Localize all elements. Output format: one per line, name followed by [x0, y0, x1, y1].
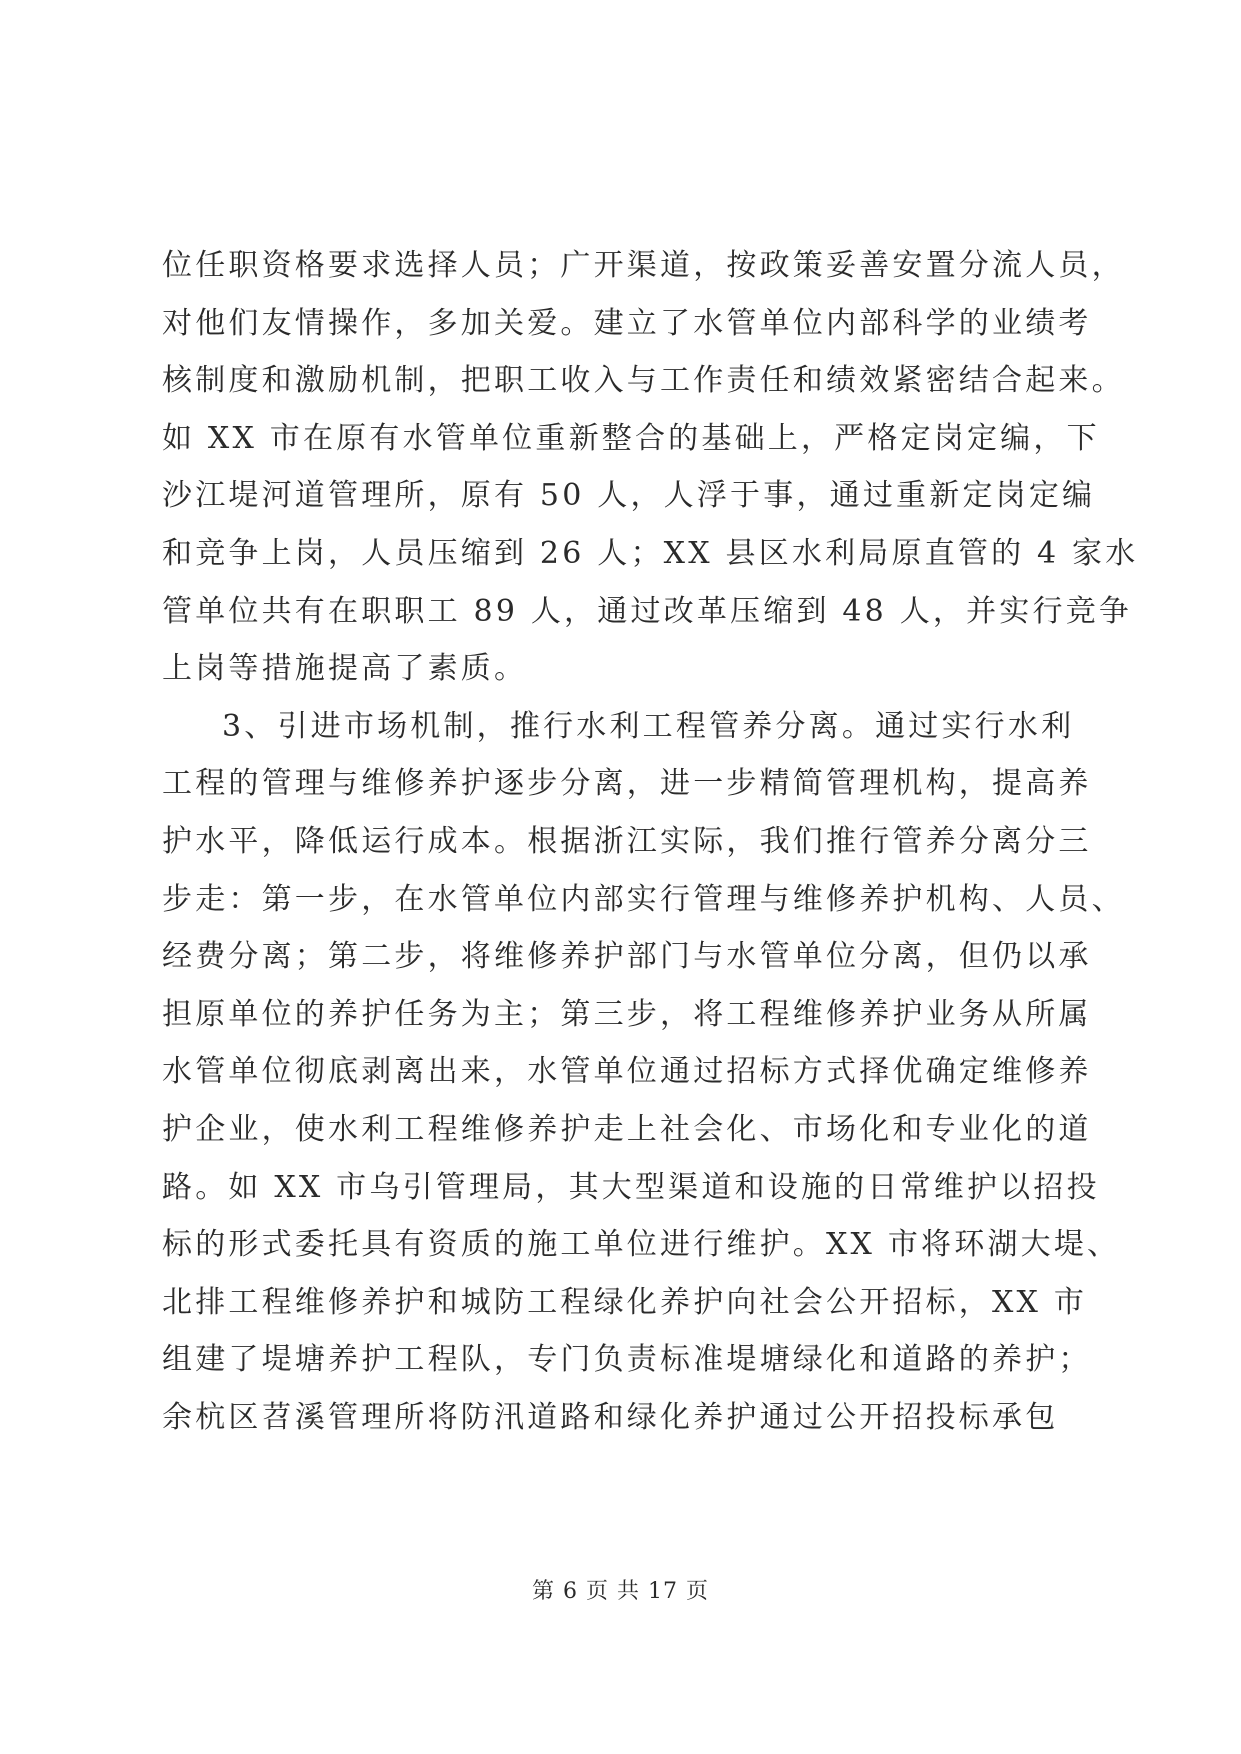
- section-heading-line: 3、引进市场机制，推行水利工程管养分离。通过实行水利: [222, 708, 1075, 744]
- text-line: 担原单位的养护任务为主；第三步，将工程维修养护业务从所属: [162, 996, 1092, 1032]
- text-line: 沙江堤河道管理所，原有 50 人，人浮于事，通过重新定岗定编: [162, 478, 1096, 514]
- text-line: 护水平，降低运行成本。根据浙江实际，我们推行管养分离分三: [162, 823, 1092, 859]
- text-line: 上岗等措施提高了素质。: [162, 651, 528, 687]
- text-line: 标的形式委托具有资质的施工单位进行维护。XX 市将环湖大堤、: [162, 1227, 1121, 1263]
- text-line: 组建了堤塘养护工程队，专门负责标准堤塘绿化和道路的养护；: [162, 1342, 1092, 1378]
- text-line: 余杭区苕溪管理所将防汛道路和绿化养护通过公开招投标承包: [162, 1399, 1059, 1435]
- text-line: 护企业，使水利工程维修养护走上社会化、市场化和专业化的道: [162, 1111, 1092, 1147]
- text-line: 核制度和激励机制，把职工收入与工作责任和绩效紧密结合起来。: [162, 363, 1125, 399]
- text-line: 经费分离；第二步，将维修养护部门与水管单位分离，但仍以承: [162, 939, 1092, 975]
- text-line: 水管单位彻底剥离出来，水管单位通过招标方式择优确定维修养: [162, 1054, 1092, 1090]
- text-line: 对他们友情操作，多加关爱。建立了水管单位内部科学的业绩考: [162, 305, 1092, 341]
- text-line: 管单位共有在职职工 89 人，通过改革压缩到 48 人，并实行竞争: [162, 593, 1133, 629]
- text-line: 北排工程维修养护和城防工程绿化养护向社会公开招标，XX 市: [162, 1284, 1088, 1320]
- page-number-footer: 第 6 页 共 17 页: [532, 1579, 709, 1604]
- body-text: [162, 237, 1139, 1446]
- text-line: 如 XX 市在原有水管单位重新整合的基础上，严格定岗定编，下: [162, 420, 1100, 456]
- text-line: 和竞争上岗，人员压缩到 26 人；XX 县区水利局原直管的 4 家水: [162, 535, 1139, 571]
- text-line: 路。如 XX 市乌引管理局，其大型渠道和设施的日常维护以招投: [162, 1169, 1100, 1205]
- text-line: 步走：第一步，在水管单位内部实行管理与维修养护机构、人员、: [162, 881, 1125, 917]
- text-line: 位任职资格要求选择人员；广开渠道，按政策妥善安置分流人员，: [162, 248, 1125, 283]
- text-line: 工程的管理与维修养护逐步分离，进一步精简管理机构，提高养: [162, 766, 1092, 802]
